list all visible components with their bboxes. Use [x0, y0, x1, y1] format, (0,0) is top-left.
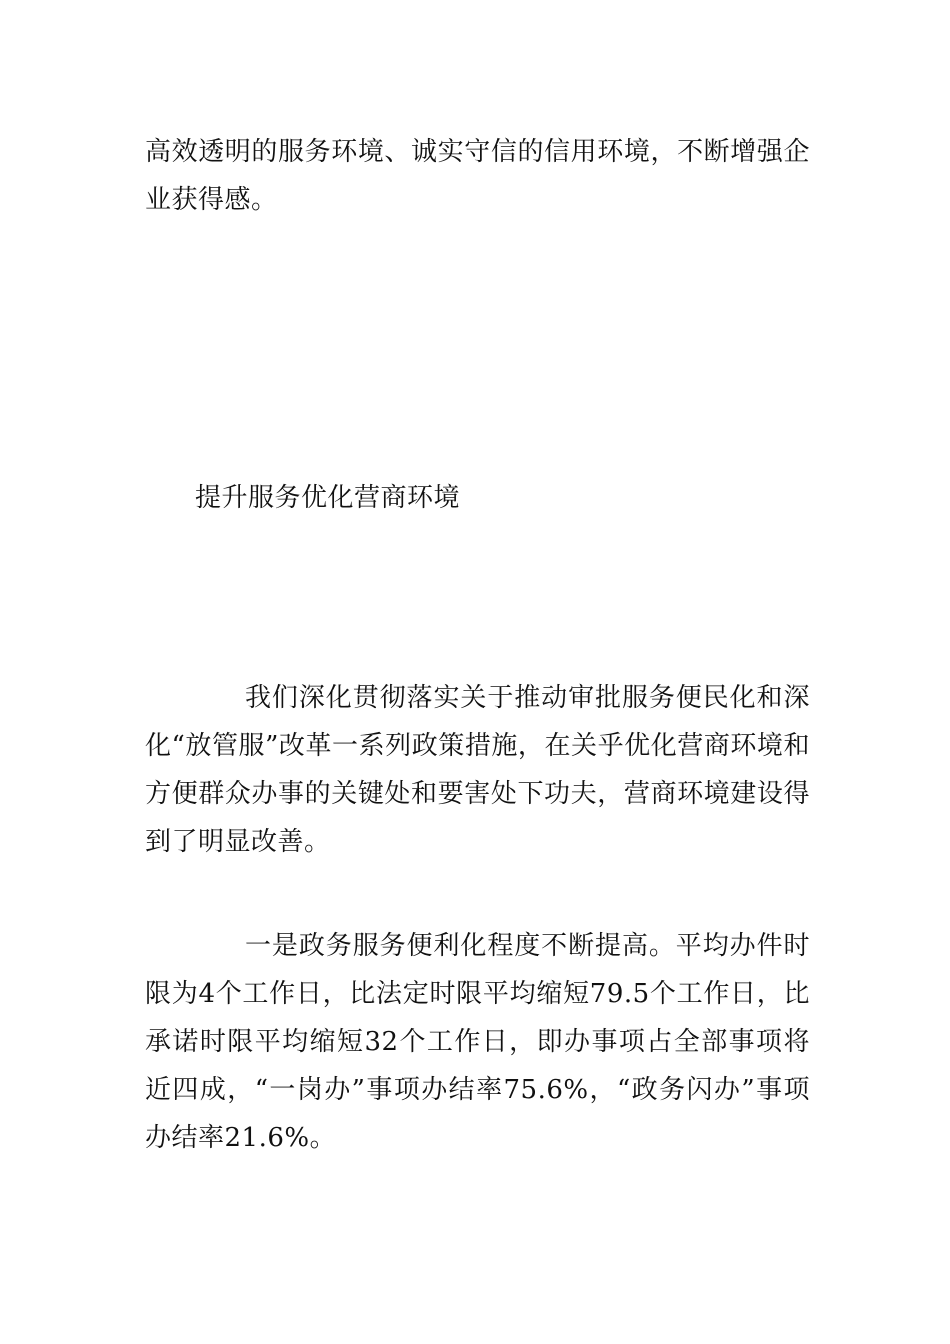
section-heading: 提升服务优化营商环境	[195, 483, 461, 513]
paragraph-point-one: 一是政务服务便利化程度不断提高。平均办件时限为4个工作日，比法定时限平均缩短79.5个工作日，比承诺时限平均缩短32个工作日，即办事项占全部事项将近四成，“一岗办”事项办结率75.6%，“政务闪办”事项办结率21.6%。	[145, 931, 810, 1153]
paragraph-continuation: 高效透明的服务环境、诚实守信的信用环境，不断增强企业获得感。	[145, 137, 810, 215]
paragraph-intro: 我们深化贯彻落实关于推动审批服务便民化和深化“放管服”改革一系列政策措施，在关乎优化营商环境和方便群众办事的关键处和要害处下功夫，营商环境建设得到了明显改善。	[145, 683, 810, 857]
